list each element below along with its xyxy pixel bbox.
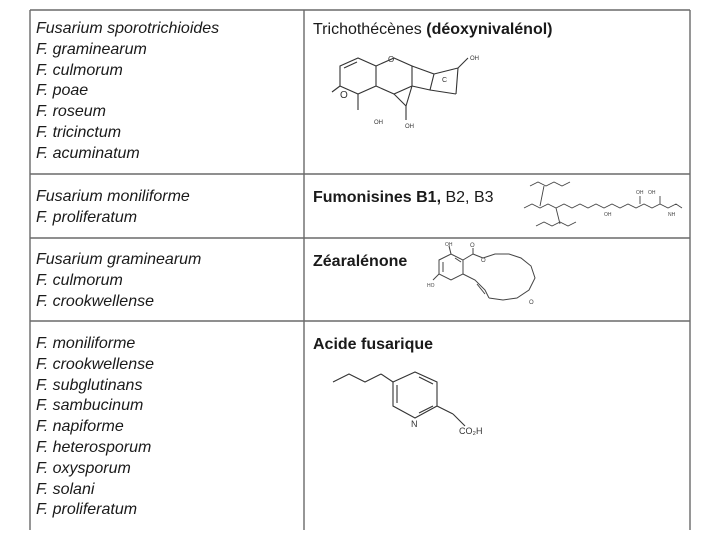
atom-label: OH: [445, 242, 453, 248]
species-name: F. proliferatum: [36, 501, 138, 519]
atom-label: O: [470, 243, 475, 249]
toxin-name: Fumonisines B1,: [313, 189, 442, 206]
atom-label: OH: [470, 56, 479, 62]
species-name: F. crookwellense: [36, 292, 154, 310]
species-name: F. poae: [36, 82, 89, 100]
species-name: F. subglutinans: [36, 376, 143, 394]
species-name: F. moniliforme: [36, 335, 136, 352]
atom-label: CO₂H: [459, 426, 483, 436]
atom-label: HO: [427, 283, 435, 289]
species-name: F. crookwellense: [36, 355, 154, 373]
atom-label: OH: [604, 212, 612, 218]
species-name: F. sambucinum: [36, 397, 144, 415]
species-name: Fusarium sporotrichioides: [36, 20, 220, 37]
atom-label: N: [411, 419, 418, 429]
species-name: F. culmorum: [36, 61, 123, 79]
species-name: Fusarium moniliforme: [36, 188, 190, 205]
atom-label: C: [442, 77, 448, 84]
atom-label: OH: [374, 120, 383, 126]
toxin-title-row-1: [313, 21, 553, 39]
species-list-row-1: [36, 19, 219, 165]
atom-label: O: [340, 90, 348, 101]
species-name: F. heterosporum: [36, 438, 152, 456]
species-name: F. graminearum: [36, 40, 147, 58]
atom-label: O: [388, 55, 395, 64]
species-name: F. culmorum: [36, 271, 123, 289]
toxin-title-row-4: Acide fusarique: [313, 336, 434, 353]
species-list-row-4: [36, 334, 154, 521]
toxin-detail: (déoxynivalénol): [426, 21, 553, 38]
atom-label: OH: [636, 190, 644, 196]
species-name: F. solani: [36, 480, 95, 498]
species-name: F. roseum: [36, 103, 106, 121]
species-list-row-3: [36, 250, 201, 312]
species-name: Fusarium graminearum: [36, 251, 202, 268]
atom-label: OH: [648, 190, 656, 196]
deoxynivalenol-structure: [330, 48, 510, 148]
fumonisin-structure: [520, 174, 690, 238]
species-list-row-2: [36, 187, 190, 229]
atom-label: O: [481, 258, 486, 264]
atom-label: O: [529, 300, 534, 306]
toxin-name: Trichothécènes: [313, 21, 422, 38]
species-name: F. acuminatum: [36, 144, 140, 162]
fusaric-acid-structure: [325, 360, 525, 440]
atom-label: NH: [668, 212, 676, 218]
toxin-detail: B2, B3: [445, 189, 494, 206]
species-name: F. oxysporum: [36, 459, 131, 477]
species-name: F. proliferatum: [36, 208, 138, 226]
toxin-title-row-2: [313, 189, 494, 207]
species-name: F. napiforme: [36, 418, 124, 436]
atom-label: OH: [405, 124, 414, 130]
toxin-title-row-3: Zéaralénone: [313, 253, 408, 270]
species-name: F. tricinctum: [36, 123, 122, 141]
zearalenone-structure: [425, 240, 575, 310]
